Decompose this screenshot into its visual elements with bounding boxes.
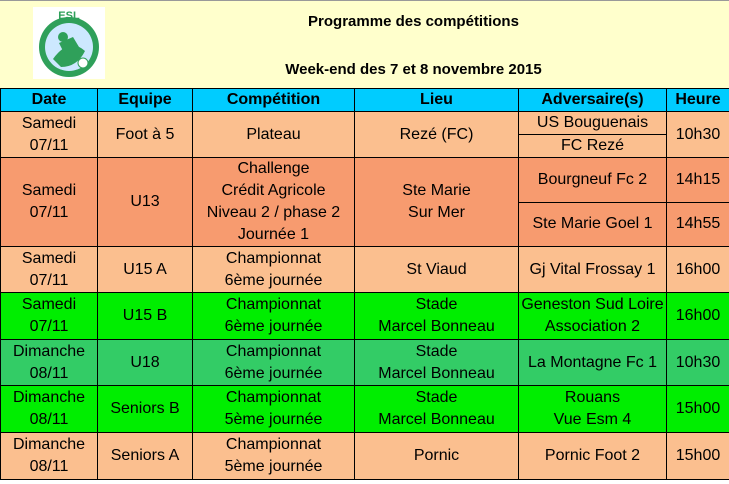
date-cell [1, 340, 98, 386]
lieu-cell [355, 247, 519, 293]
adversaire-cell [519, 135, 667, 158]
column-header-heure: Heure [667, 89, 729, 112]
adversaire-line: Bourgneuf Fc 2 [537, 170, 648, 188]
column-header-date: Date [1, 89, 98, 112]
column-header-adversaire: Adversaire(s) [519, 89, 667, 112]
lieu-line: Stade [415, 296, 458, 313]
competitions-table [0, 88, 729, 480]
heure-cell: 14h55 [667, 202, 729, 247]
competition-line: Championnat [225, 342, 322, 360]
date-cell [1, 112, 98, 158]
date-day: Samedi [21, 296, 77, 313]
table-row [1, 158, 729, 203]
adversaire-line: Rouans [564, 389, 621, 406]
adversaire-line: FC Rezé [560, 137, 625, 154]
competition-line: Niveau 2 / phase 2 [206, 204, 341, 221]
heure-cell: 10h30 [667, 112, 729, 158]
competition-line: Championnat [225, 249, 322, 267]
competition-cell [193, 433, 355, 480]
lieu-cell [355, 112, 519, 158]
lieu-line: Stade [415, 389, 458, 406]
competition-line: Plateau [246, 125, 301, 143]
date-day: Dimanche [12, 389, 86, 406]
equipe-cell: U18 [98, 340, 193, 386]
page-title: Programme des compétitions [308, 13, 519, 30]
adversaire-cell [519, 293, 667, 340]
adversaire-cell [519, 386, 667, 433]
table-row [1, 247, 729, 293]
date-value: 08/11 [29, 411, 69, 428]
date-day: Dimanche [12, 436, 86, 453]
table-row [1, 293, 729, 340]
page-header [0, 0, 729, 89]
competition-line: Championnat [225, 436, 322, 453]
lieu-line: Rezé (FC) [399, 125, 474, 143]
adversaire-line: US Bouguenais [536, 114, 649, 131]
lieu-line: Pornic [413, 447, 460, 464]
heure-cell: 15h00 [667, 386, 729, 433]
date-value: 08/11 [29, 364, 69, 382]
date-value: 07/11 [29, 136, 69, 154]
date-value: 07/11 [29, 318, 69, 335]
table-header-row [1, 89, 729, 112]
lieu-line: Sur Mer [408, 204, 465, 221]
equipe-cell: Seniors A [98, 433, 193, 480]
lieu-cell [355, 293, 519, 340]
adversaire-line: Pornic Foot 2 [544, 447, 641, 464]
adversaire-cell [519, 158, 667, 203]
competition-line: Challenge [237, 160, 310, 177]
adversaire-cell [519, 433, 667, 480]
date-day: Samedi [21, 249, 77, 267]
equipe-cell: U15 B [98, 293, 193, 340]
adversaire-line: Ste Marie Goel 1 [532, 215, 653, 233]
competition-line: Crédit Agricole [221, 182, 326, 199]
date-day: Dimanche [12, 342, 86, 360]
table-row [1, 433, 729, 480]
competition-line: Journée 1 [237, 226, 310, 243]
lieu-cell [355, 340, 519, 386]
table-row [1, 112, 729, 135]
lieu-line: Stade [415, 342, 458, 360]
adversaire-cell [519, 112, 667, 135]
equipe-cell: U15 A [98, 247, 193, 293]
equipe-cell: U13 [98, 158, 193, 247]
adversaire-line: Gj Vital Frossay 1 [529, 260, 656, 278]
heure-cell: 16h00 [667, 247, 729, 293]
lieu-line: Marcel Bonneau [378, 364, 495, 382]
competition-cell [193, 158, 355, 247]
date-cell [1, 386, 98, 433]
adversaire-cell [519, 202, 667, 247]
date-day: Samedi [21, 114, 77, 132]
competition-line: 5ème journée [224, 458, 323, 475]
date-cell [1, 158, 98, 247]
lieu-line: St Viaud [406, 260, 467, 278]
table-row [1, 340, 729, 386]
competition-line: Championnat [225, 389, 322, 406]
date-cell [1, 293, 98, 340]
adversaire-line: Association 2 [544, 318, 641, 335]
competition-line: 5ème journée [224, 411, 323, 428]
competition-line: 6ème journée [224, 271, 323, 289]
competition-line: 6ème journée [224, 364, 323, 382]
date-value: 08/11 [29, 458, 69, 475]
heure-cell: 14h15 [667, 158, 729, 203]
table-row [1, 386, 729, 433]
column-header-competition: Compétition [193, 89, 355, 112]
lieu-cell [355, 386, 519, 433]
competition-line: 6ème journée [224, 318, 323, 335]
date-cell [1, 433, 98, 480]
adversaire-line: Geneston Sud Loire [521, 296, 664, 313]
date-day: Samedi [21, 182, 77, 199]
lieu-line: Marcel Bonneau [378, 411, 495, 428]
logo-text: ESL [58, 10, 80, 22]
competition-cell [193, 340, 355, 386]
competition-line: Championnat [225, 296, 322, 313]
adversaire-line: La Montagne Fc 1 [528, 353, 657, 371]
heure-cell: 10h30 [667, 340, 729, 386]
lieu-cell [355, 158, 519, 247]
lieu-line: Ste Marie [402, 182, 471, 199]
competition-cell [193, 386, 355, 433]
adversaire-cell [519, 340, 667, 386]
competition-cell [193, 247, 355, 293]
lieu-cell [355, 433, 519, 480]
date-cell [1, 247, 98, 293]
competition-cell [193, 293, 355, 340]
date-value: 07/11 [29, 271, 69, 289]
adversaire-line: Vue Esm 4 [553, 411, 632, 428]
equipe-cell: Foot à 5 [98, 112, 193, 158]
competition-cell [193, 112, 355, 158]
heure-cell: 16h00 [667, 293, 729, 340]
column-header-equipe: Equipe [98, 89, 193, 112]
adversaire-cell [519, 247, 667, 293]
date-value: 07/11 [29, 204, 69, 221]
lieu-line: Marcel Bonneau [378, 318, 495, 335]
column-header-lieu: Lieu [355, 89, 519, 112]
equipe-cell: Seniors B [98, 386, 193, 433]
heure-cell: 15h00 [667, 433, 729, 480]
page-subtitle: Week-end des 7 et 8 novembre 2015 [285, 61, 542, 78]
